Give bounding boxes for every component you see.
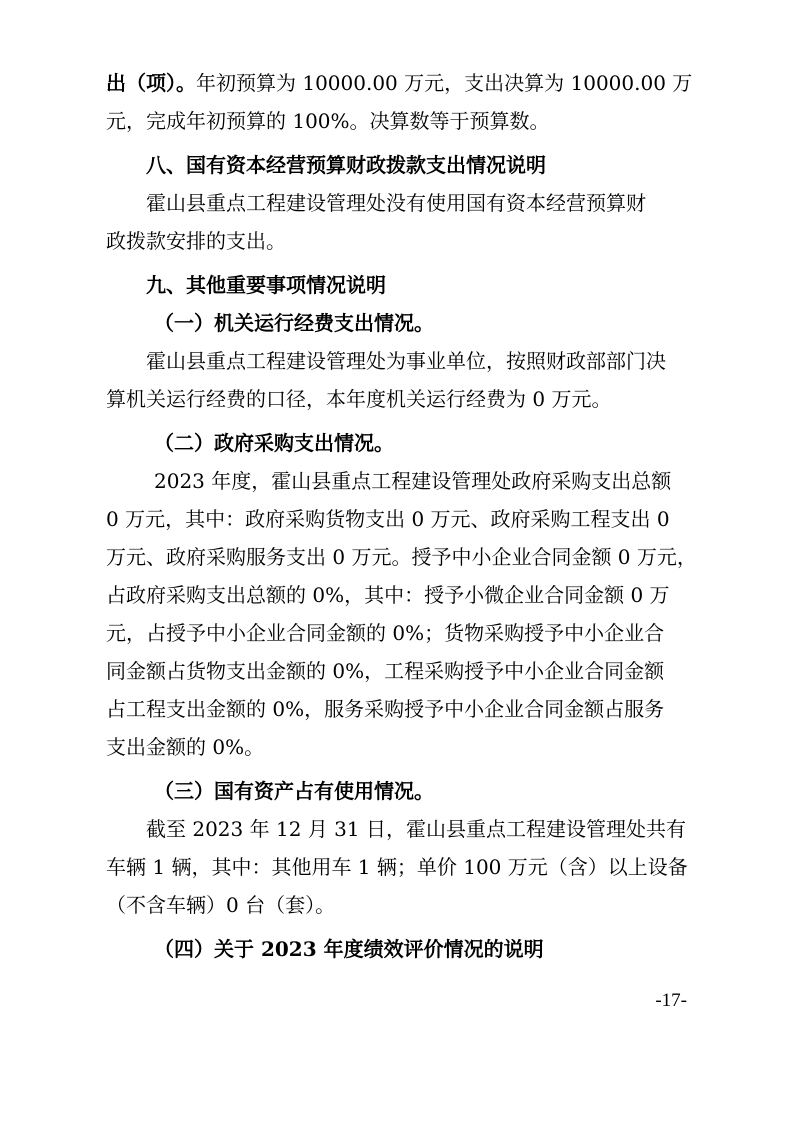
sub-2-line-3: 万元、政府采购服务支出 0 万元。授予中小企业合同金额 0 万元， [106,545,697,569]
sub-3-heading: （三）国有资产占有使用情况。 [154,779,434,803]
page-number: -17- [655,990,687,1011]
paragraph-text: 年初预算为 10000.00 万元，支出决算为 10000.00 万 [196,71,693,95]
document-page [106,64,696,968]
sub-2-line-4: 占政府采购支出总额的 0%，其中：授予小微企业合同金额 0 万 [106,583,670,607]
sub-2-line-6: 同金额占货物支出金额的 0%，工程采购授予中小企业合同金额 [106,659,665,683]
section-8-heading: 八、国有资本经营预算财政拨款支出情况说明 [146,153,546,177]
sub-1-heading: （一）机关运行经费支出情况。 [154,311,434,335]
paragraph-bold-lead: 出（项）。 [106,71,196,95]
sub-3-line-1: 截至 2023 年 12 月 31 日，霍山县重点工程建设管理处共有 [146,817,686,841]
sub-2-line-2: 0 万元，其中：政府采购货物支出 0 万元、政府采购工程支出 0 [106,507,670,531]
section-8-line-1: 霍山县重点工程建设管理处没有使用国有资本经营预算财 [146,191,646,215]
sub-4-heading: （四）关于 2023 年度绩效评价情况的说明 [154,937,544,961]
sub-3-line-2: 车辆 1 辆，其中：其他用车 1 辆；单价 100 万元（含）以上设备 [106,855,688,879]
sub-2-line-7: 占工程支出金额的 0%，服务采购授予中小企业合同金额占服务 [106,697,665,721]
sub-2-heading: （二）政府采购支出情况。 [154,431,394,455]
section-8-line-2: 政拨款安排的支出。 [106,229,286,253]
sub-2-line-5: 元，占授予中小企业合同金额的 0%；货物采购授予中小企业合 [106,621,665,645]
paragraph-budget-line-2: 元，完成年初预算的 100%。决算数等于预算数。 [106,109,550,133]
paragraph-budget-line-1 [106,64,696,102]
section-9-heading: 九、其他重要事项情况说明 [146,273,386,297]
sub-2-line-8: 支出金额的 0%。 [106,735,265,759]
sub-3-line-3: （不含车辆）0 台（套）。 [106,893,336,917]
sub-1-line-2: 算机关运行经费的口径，本年度机关运行经费为 0 万元。 [106,387,612,411]
sub-1-line-1: 霍山县重点工程建设管理处为事业单位，按照财政部部门决 [146,349,666,373]
sub-2-line-1: 2023 年度，霍山县重点工程建设管理处政府采购支出总额 [154,469,672,493]
